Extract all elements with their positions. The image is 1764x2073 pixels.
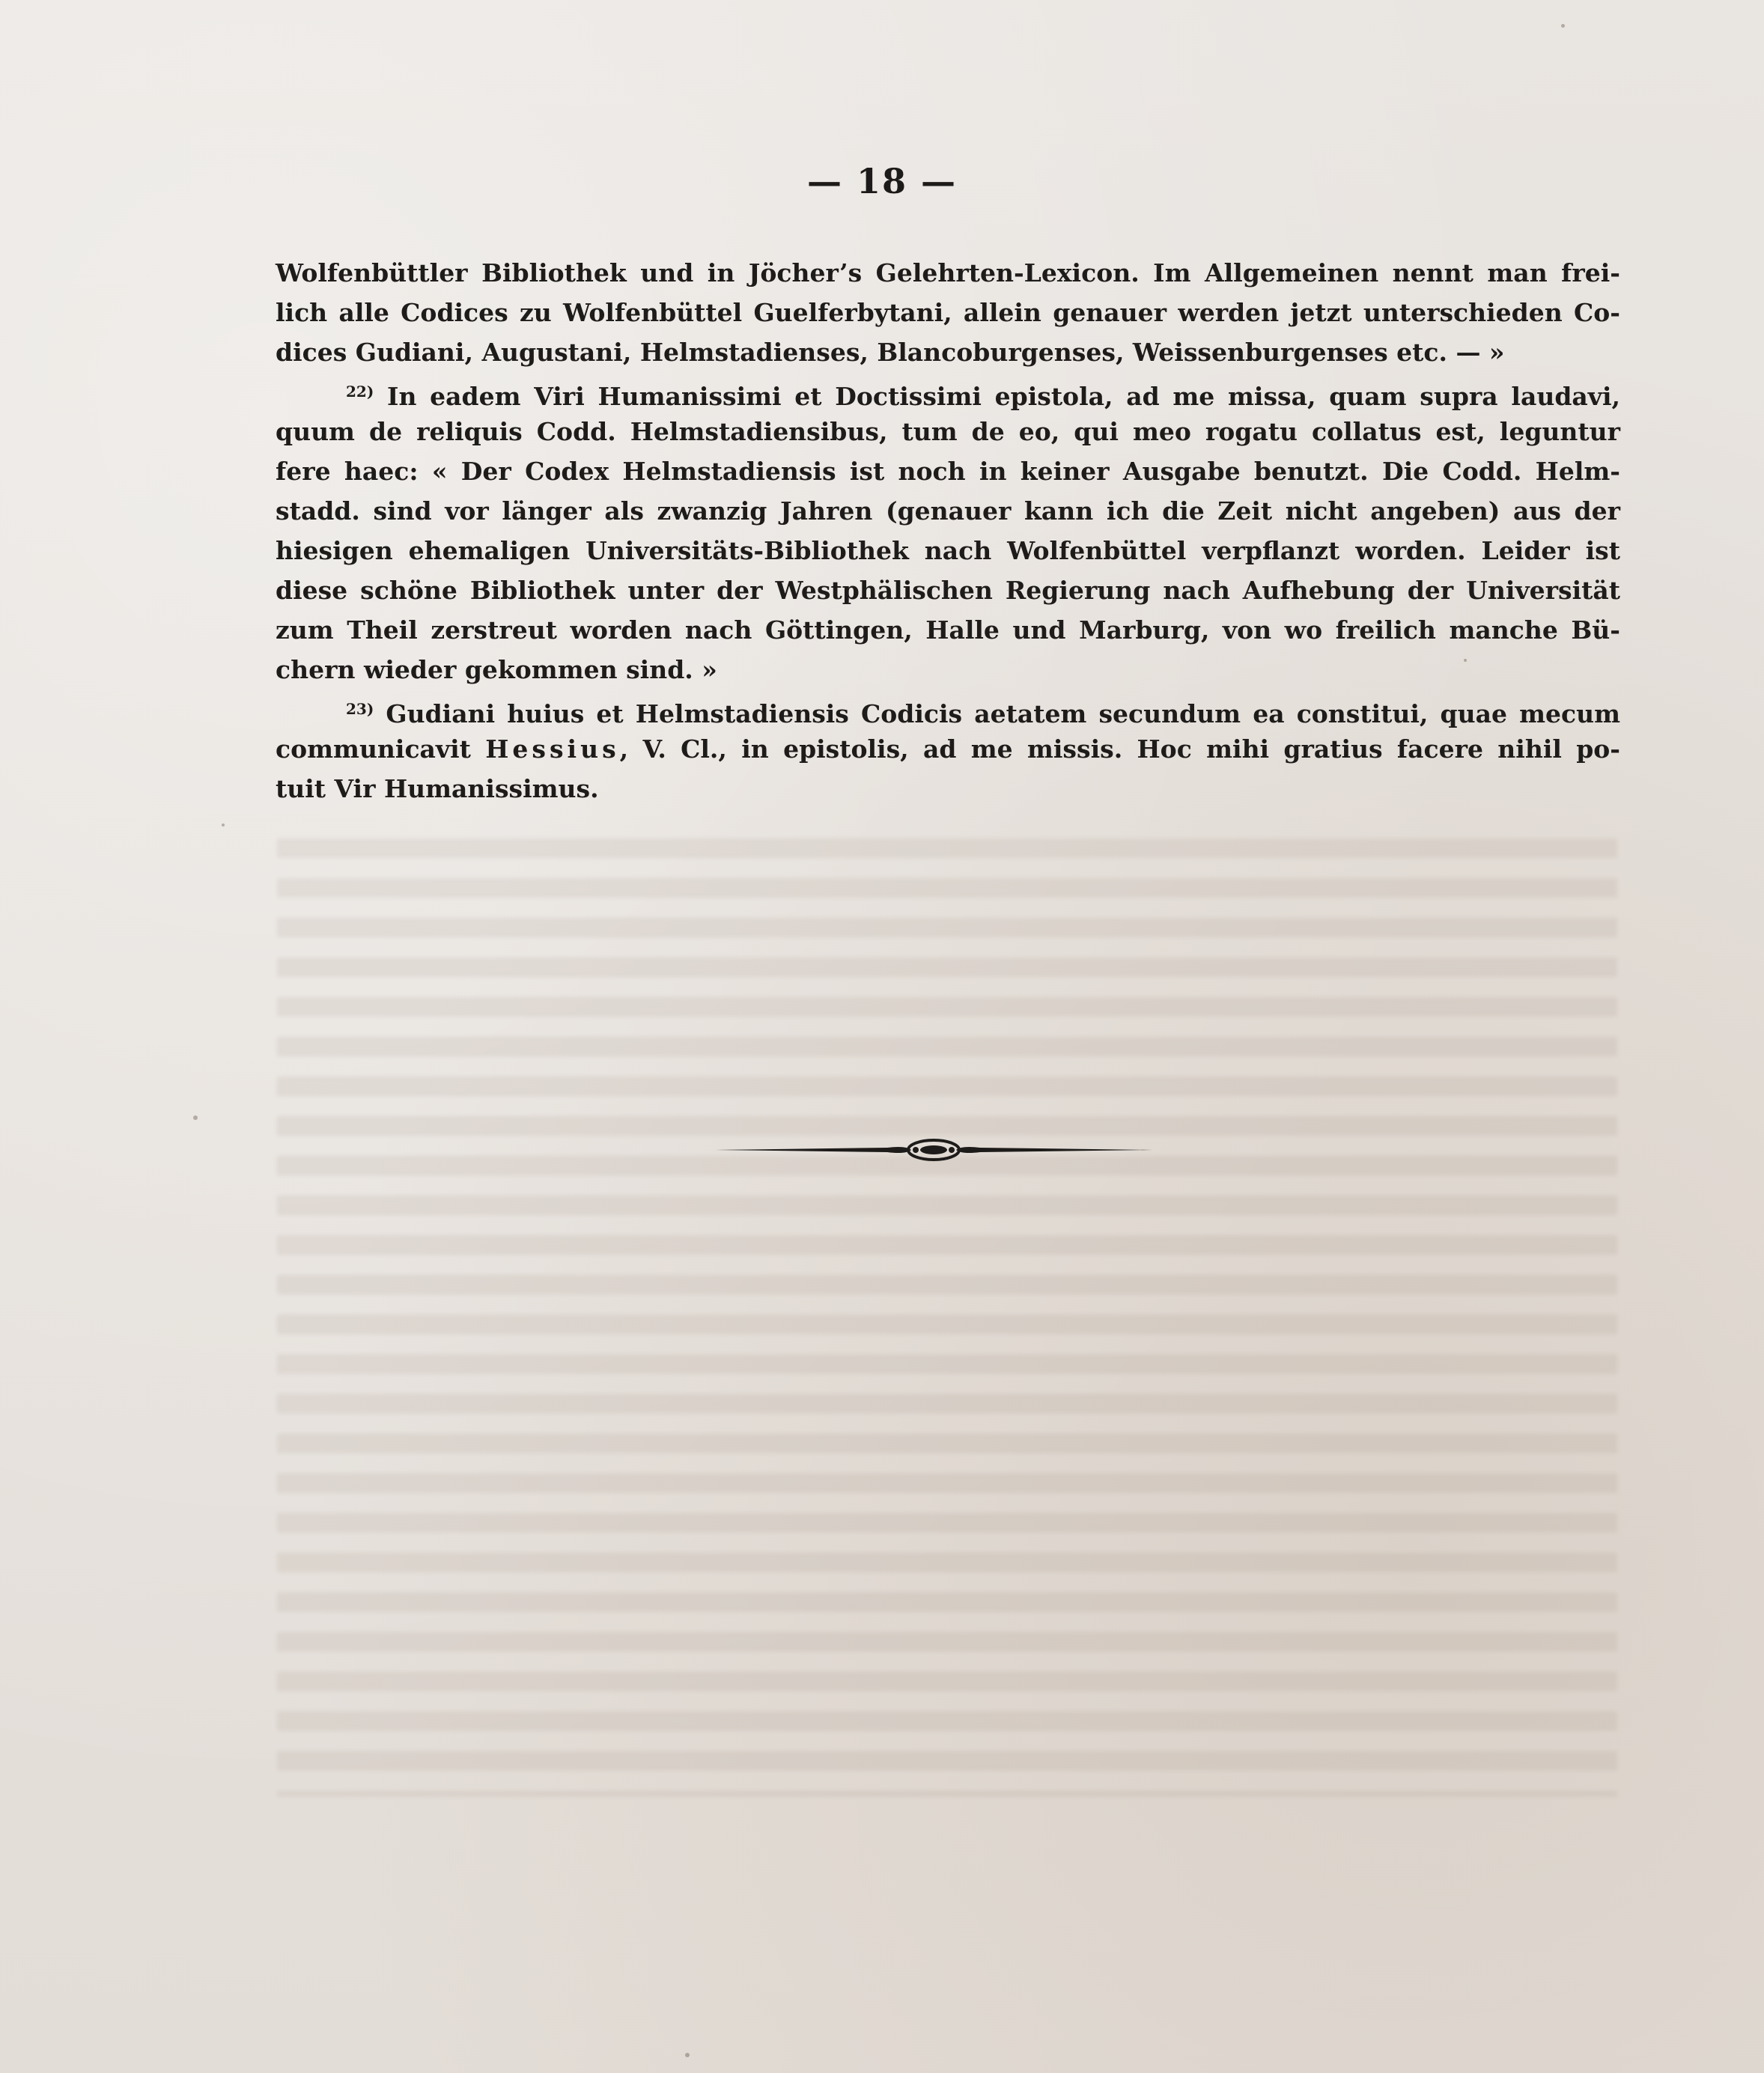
bleed-through-text [277,838,1617,1797]
text-segment: , V. Cl., in epistolis, ad me missis. Hoc mihi gratius facere nihil po- [619,734,1620,764]
text-line: zum Theil zerstreut worden nach Göttingen, Halle und Marburg, von wo freilich manche Bü- [276,615,1620,645]
footnote-23 [276,690,1620,729]
spaced-name: Hessius [485,734,620,764]
footnote-marker: 22) [346,383,374,401]
body-text [276,253,1620,809]
footnote-22 [276,372,1620,412]
text-line: dices Gudiani, Augustani, Helmstadienses, Blancoburgenses, Weissenburgenses etc. — » [276,338,1505,367]
paper-speck [1464,659,1467,662]
text-line: fere haec: « Der Codex Helmstadiensis ist noch in keiner Ausgabe benutzt. Die Codd. Helm- [276,457,1620,486]
text-line: stadd. sind vor länger als zwanzig Jahren (genauer kann ich die Zeit nicht angeben) aus der [276,496,1620,526]
text-line: diese schöne Bibliothek unter der Westphälischen Regierung nach Aufhebung der Universität [276,576,1620,605]
text-line: Wolfenbüttler Bibliothek und in Jöcher’s Gelehrten-Lexicon. Im Allgemeinen nennt man frei- [276,258,1620,287]
text-line: tuit Vir Humanissimus. [276,774,599,803]
paper-speck [222,824,225,827]
text-line: quum de reliquis Codd. Helmstadiensibus, tum de eo, qui meo rogatu collatus est, leguntur [276,417,1620,446]
text-line: lich alle Codices zu Wolfenbüttel Guelferbytani, allein genauer werden jetzt unterschieden Co- [276,298,1620,327]
paper-speck [1561,24,1565,28]
footnote-text: Gudiani huius et Helmstadiensis Codicis aetatem secundum ea constitui, quae mecum [386,699,1620,728]
text-line: chern wieder gekommen sind. » [276,655,717,684]
page-number: — 18 — [806,161,958,201]
text-line [276,729,1620,769]
ornament-divider [715,1136,1152,1163]
footnote-marker: 23) [346,700,374,718]
text-line: hiesigen ehemaligen Universitäts-Bibliothek nach Wolfenbüttel verpflanzt worden. Leider ist [276,536,1620,565]
footnote-text: In eadem Viri Humanissimi et Doctissimi epistola, ad me missa, quam supra laudavi, [387,382,1620,411]
text-segment: communicavit [276,734,471,764]
paper-speck [685,2053,690,2057]
paper-speck [193,1115,198,1120]
